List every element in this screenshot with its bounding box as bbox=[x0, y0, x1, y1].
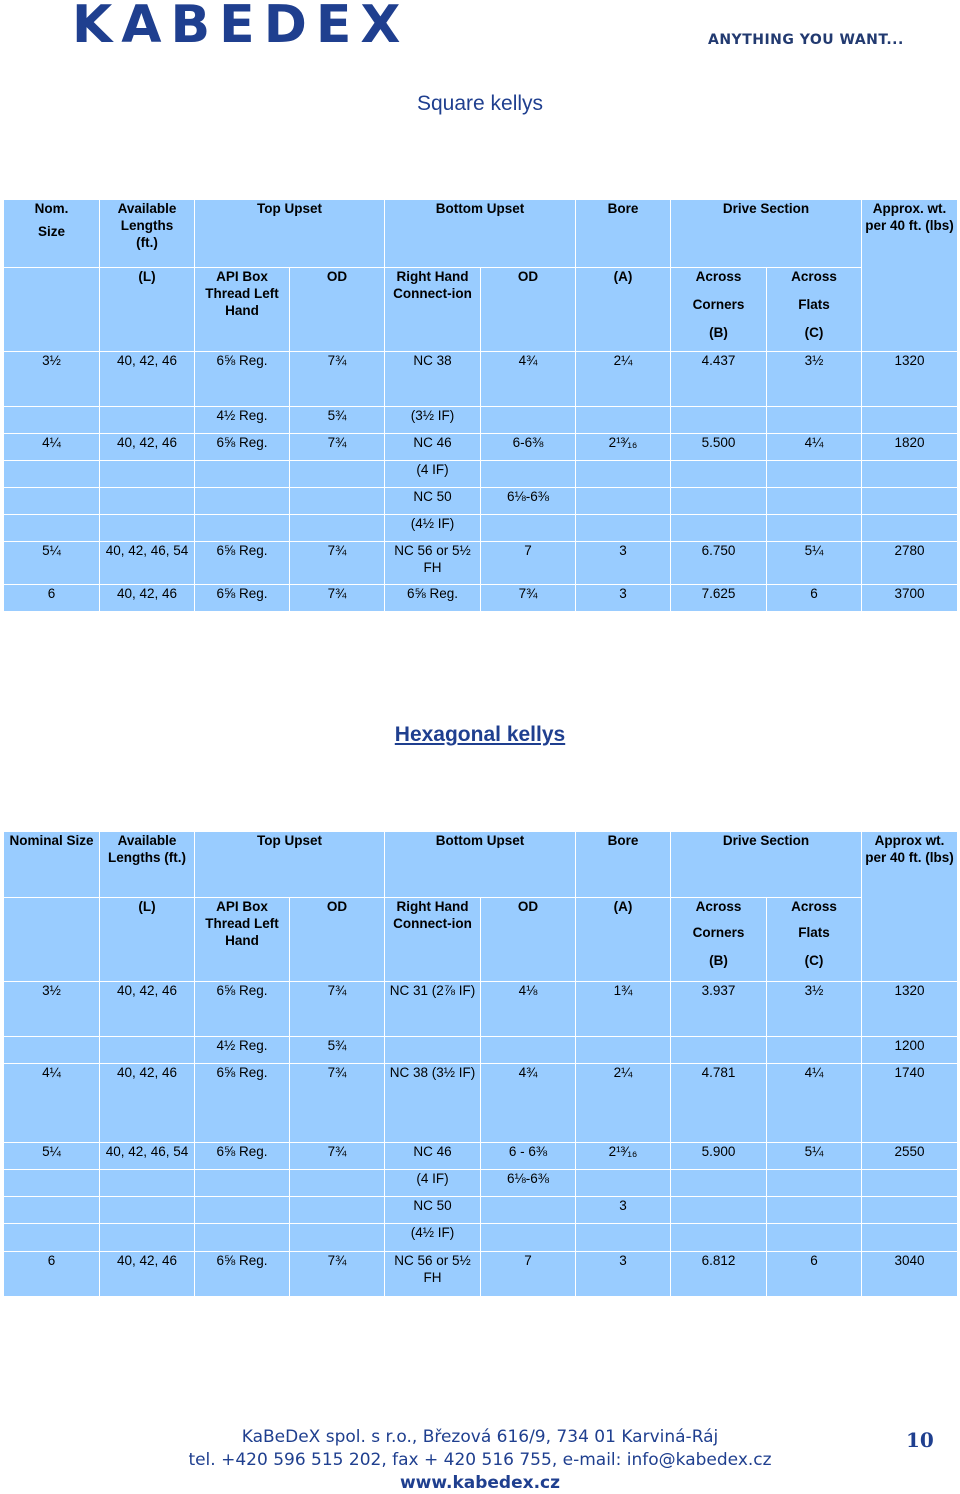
table-cell bbox=[767, 461, 862, 488]
table-cell: NC 38 (3½ IF) bbox=[385, 1064, 481, 1143]
table-cell: 6⅝ Reg. bbox=[195, 542, 290, 585]
table-cell: 4¼ bbox=[4, 1064, 100, 1143]
table-cell bbox=[4, 461, 100, 488]
table-cell: 7 bbox=[481, 542, 576, 585]
table-cell bbox=[481, 1197, 576, 1224]
table-cell bbox=[100, 461, 195, 488]
table-cell: 4½ Reg. bbox=[195, 1037, 290, 1064]
table-cell: 6 bbox=[767, 1252, 862, 1297]
table-cell: 7 bbox=[481, 1252, 576, 1297]
table-cell: 5¼ bbox=[767, 542, 862, 585]
table-cell: 6⅝ Reg. bbox=[195, 585, 290, 612]
col-l: (L) bbox=[100, 268, 195, 352]
table-cell: 6⅝ Reg. bbox=[195, 352, 290, 407]
table-cell bbox=[862, 1170, 958, 1197]
table-cell: NC 56 or 5½ FH bbox=[385, 1252, 481, 1297]
col-bore: Bore bbox=[576, 200, 671, 268]
table-cell bbox=[671, 1170, 767, 1197]
table-cell: 4¾ bbox=[481, 352, 576, 407]
table-cell bbox=[4, 488, 100, 515]
table-cell: 2¹³⁄₁₆ bbox=[576, 434, 671, 461]
col-bottom-upset: Bottom Upset bbox=[385, 832, 576, 898]
col-top-od: OD bbox=[290, 898, 385, 982]
table-cell: 4¼ bbox=[4, 434, 100, 461]
col-bottom-od: OD bbox=[481, 898, 576, 982]
square-kellys-table bbox=[3, 199, 958, 612]
col-blank bbox=[4, 268, 100, 352]
table-cell: 6.750 bbox=[671, 542, 767, 585]
table-cell bbox=[481, 461, 576, 488]
col-api-box: API Box Thread Left Hand bbox=[195, 898, 290, 982]
table-cell bbox=[767, 1197, 862, 1224]
table-cell: 7¾ bbox=[290, 434, 385, 461]
table-cell bbox=[290, 1170, 385, 1197]
table-cell bbox=[481, 515, 576, 542]
col-available-lengths: Available Lengths (ft.) bbox=[100, 832, 195, 898]
table-cell bbox=[862, 488, 958, 515]
table-cell: 40, 42, 46 bbox=[100, 1252, 195, 1297]
table-cell: NC 50 bbox=[385, 488, 481, 515]
table-cell bbox=[290, 1197, 385, 1224]
table-cell bbox=[767, 1037, 862, 1064]
table-cell bbox=[862, 1224, 958, 1252]
col-available-lengths: Available Lengths (ft.) bbox=[100, 200, 195, 268]
table-row bbox=[4, 1064, 958, 1143]
table-cell: 5¾ bbox=[290, 1037, 385, 1064]
table-cell: 5¼ bbox=[4, 542, 100, 585]
table-cell: 6.812 bbox=[671, 1252, 767, 1297]
col-across-corners: Across Corners (B) bbox=[671, 268, 767, 352]
col-l: (L) bbox=[100, 898, 195, 982]
table-cell: 3040 bbox=[862, 1252, 958, 1297]
table-cell bbox=[100, 1224, 195, 1252]
table-cell: 7¾ bbox=[290, 542, 385, 585]
table-cell bbox=[290, 461, 385, 488]
table-cell: (4½ IF) bbox=[385, 1224, 481, 1252]
table-cell bbox=[100, 1037, 195, 1064]
table-cell: 40, 42, 46 bbox=[100, 434, 195, 461]
table-cell bbox=[290, 488, 385, 515]
col-bottom-od: OD bbox=[481, 268, 576, 352]
table-cell bbox=[290, 1224, 385, 1252]
table-cell: NC 38 bbox=[385, 352, 481, 407]
table-cell: 5.900 bbox=[671, 1143, 767, 1170]
table-cell: NC 31 (2⅞ IF) bbox=[385, 982, 481, 1037]
table-cell bbox=[4, 1037, 100, 1064]
table-cell: 6⅛-6⅜ bbox=[481, 488, 576, 515]
table-cell bbox=[195, 515, 290, 542]
table-cell bbox=[100, 407, 195, 434]
table-cell bbox=[100, 1197, 195, 1224]
table-cell: 3½ bbox=[767, 352, 862, 407]
col-bore: Bore bbox=[576, 832, 671, 898]
col-api-box: API Box Thread Left Hand bbox=[195, 268, 290, 352]
table-cell bbox=[671, 1037, 767, 1064]
table-cell: 3.937 bbox=[671, 982, 767, 1037]
table-cell: 4.437 bbox=[671, 352, 767, 407]
table-cell: 2¼ bbox=[576, 352, 671, 407]
table-cell: 6-6⅜ bbox=[481, 434, 576, 461]
table-cell bbox=[767, 488, 862, 515]
table-cell bbox=[4, 1224, 100, 1252]
table-cell bbox=[195, 1197, 290, 1224]
table-cell bbox=[100, 1170, 195, 1197]
col-top-upset: Top Upset bbox=[195, 832, 385, 898]
table-cell: 7¾ bbox=[290, 585, 385, 612]
table-cell bbox=[767, 407, 862, 434]
col-across-flats: Across Flats (C) bbox=[767, 268, 862, 352]
col-right-hand: Right Hand Connect-ion bbox=[385, 898, 481, 982]
table-cell: 40, 42, 46, 54 bbox=[100, 1143, 195, 1170]
table-cell: 7¾ bbox=[481, 585, 576, 612]
table-cell bbox=[576, 1170, 671, 1197]
table-cell: 5¼ bbox=[4, 1143, 100, 1170]
table-row bbox=[4, 515, 958, 542]
table-cell: 1200 bbox=[862, 1037, 958, 1064]
footer-address: KaBeDeX spol. s r.o., Březová 616/9, 734 01 Karviná-Ráj bbox=[241, 1427, 719, 1447]
table-cell: 4¾ bbox=[481, 1064, 576, 1143]
footer-contact: tel. +420 596 515 202, fax + 420 516 755, e-mail: info@kabedex.cz bbox=[188, 1450, 772, 1470]
table-cell: 2780 bbox=[862, 542, 958, 585]
table-cell bbox=[385, 1037, 481, 1064]
table-cell: 5.500 bbox=[671, 434, 767, 461]
table-cell bbox=[290, 515, 385, 542]
table-cell: 40, 42, 46 bbox=[100, 585, 195, 612]
table-cell: 1¾ bbox=[576, 982, 671, 1037]
hexagonal-kellys-table bbox=[3, 831, 958, 1297]
table-cell bbox=[576, 488, 671, 515]
table-cell: 4¼ bbox=[767, 1064, 862, 1143]
table-cell bbox=[671, 1197, 767, 1224]
table-cell: 2550 bbox=[862, 1143, 958, 1170]
table-cell: 1740 bbox=[862, 1064, 958, 1143]
table-cell bbox=[671, 515, 767, 542]
col-across-corners: Across Corners (B) bbox=[671, 898, 767, 982]
table-cell bbox=[767, 515, 862, 542]
table-cell bbox=[481, 407, 576, 434]
table-cell: 2¹³⁄₁₆ bbox=[576, 1143, 671, 1170]
table-cell: 6 bbox=[767, 585, 862, 612]
col-nominal-size: Nominal Size bbox=[4, 832, 100, 898]
table-cell: 6 bbox=[4, 585, 100, 612]
table-cell: 7¾ bbox=[290, 1064, 385, 1143]
table-cell: 5¼ bbox=[767, 1143, 862, 1170]
table-cell bbox=[576, 1224, 671, 1252]
table-cell: (4 IF) bbox=[385, 461, 481, 488]
table-cell: 3½ bbox=[4, 352, 100, 407]
table-cell bbox=[576, 407, 671, 434]
table-cell bbox=[862, 515, 958, 542]
table-cell bbox=[671, 407, 767, 434]
table-cell bbox=[4, 1197, 100, 1224]
table-cell bbox=[862, 461, 958, 488]
footer-website[interactable]: www.kabedex.cz bbox=[399, 1473, 561, 1493]
table-cell: 1320 bbox=[862, 352, 958, 407]
table-row bbox=[4, 1037, 958, 1064]
table-cell: 7¾ bbox=[290, 982, 385, 1037]
table-row bbox=[4, 542, 958, 585]
table-row bbox=[4, 407, 958, 434]
table-cell: 6⅛-6⅜ bbox=[481, 1170, 576, 1197]
table-cell bbox=[481, 1037, 576, 1064]
table-cell bbox=[576, 515, 671, 542]
table-cell: 40, 42, 46, 54 bbox=[100, 542, 195, 585]
table-cell: 6 bbox=[4, 1252, 100, 1297]
table-cell bbox=[4, 515, 100, 542]
table-cell: 2¼ bbox=[576, 1064, 671, 1143]
table-cell: 6⅝ Reg. bbox=[195, 1252, 290, 1297]
col-drive-section: Drive Section bbox=[671, 200, 862, 268]
table-row bbox=[4, 461, 958, 488]
table-row bbox=[4, 1252, 958, 1297]
table-cell bbox=[195, 1224, 290, 1252]
table-cell: 3 bbox=[576, 542, 671, 585]
table-cell: 6⅝ Reg. bbox=[385, 585, 481, 612]
table-cell: 3 bbox=[576, 1197, 671, 1224]
table-cell bbox=[862, 407, 958, 434]
table-cell bbox=[195, 1170, 290, 1197]
col-across-flats: Across Flats (C) bbox=[767, 898, 862, 982]
col-a: (A) bbox=[576, 898, 671, 982]
table-cell: 4½ Reg. bbox=[195, 407, 290, 434]
table-cell bbox=[100, 488, 195, 515]
slogan: ANYTHING YOU WANT... bbox=[708, 32, 904, 48]
col-nom: Nom. Size bbox=[4, 200, 100, 268]
table-cell bbox=[4, 1170, 100, 1197]
table-row bbox=[4, 488, 958, 515]
table-cell: 6 - 6⅜ bbox=[481, 1143, 576, 1170]
table-cell: 4¼ bbox=[767, 434, 862, 461]
table-cell: 40, 42, 46 bbox=[100, 352, 195, 407]
table-cell: 3½ bbox=[4, 982, 100, 1037]
col-blank bbox=[4, 898, 100, 982]
table-row bbox=[4, 982, 958, 1037]
table-cell bbox=[671, 1224, 767, 1252]
col-top-od: OD bbox=[290, 268, 385, 352]
table-cell: NC 46 bbox=[385, 1143, 481, 1170]
table-row bbox=[4, 1170, 958, 1197]
table-cell bbox=[100, 515, 195, 542]
table-cell bbox=[195, 488, 290, 515]
kabedex-logo: KABEDEX bbox=[72, 0, 410, 55]
table-cell: 3 bbox=[576, 585, 671, 612]
table-row bbox=[4, 585, 958, 612]
col-approx-wt: Approx wt. per 40 ft. (lbs) bbox=[862, 832, 958, 982]
table-cell: 7¾ bbox=[290, 1143, 385, 1170]
table-cell bbox=[862, 1197, 958, 1224]
table-cell: 1320 bbox=[862, 982, 958, 1037]
col-a: (A) bbox=[576, 268, 671, 352]
table-row bbox=[4, 1224, 958, 1252]
table-cell: (4 IF) bbox=[385, 1170, 481, 1197]
table-cell: 3 bbox=[576, 1252, 671, 1297]
table-cell bbox=[767, 1224, 862, 1252]
table-cell: 5¾ bbox=[290, 407, 385, 434]
table-cell bbox=[767, 1170, 862, 1197]
table-row bbox=[4, 352, 958, 407]
table-cell: 4.781 bbox=[671, 1064, 767, 1143]
table-cell bbox=[481, 1224, 576, 1252]
table-cell: 40, 42, 46 bbox=[100, 1064, 195, 1143]
table-cell: NC 46 bbox=[385, 434, 481, 461]
square-kellys-title: Square kellys bbox=[416, 92, 544, 115]
table-cell bbox=[671, 488, 767, 515]
table-cell: (3½ IF) bbox=[385, 407, 481, 434]
table-row bbox=[4, 434, 958, 461]
table-cell bbox=[671, 461, 767, 488]
col-drive-section: Drive Section bbox=[671, 832, 862, 898]
table-cell bbox=[576, 1037, 671, 1064]
table-cell: 3700 bbox=[862, 585, 958, 612]
col-right-hand: Right Hand Connect-ion bbox=[385, 268, 481, 352]
table-cell bbox=[576, 461, 671, 488]
table-cell: NC 56 or 5½ FH bbox=[385, 542, 481, 585]
table-cell bbox=[4, 407, 100, 434]
table-cell: 7¾ bbox=[290, 352, 385, 407]
table-cell: 1820 bbox=[862, 434, 958, 461]
page-number: 10 bbox=[906, 1428, 934, 1452]
table-cell: 7.625 bbox=[671, 585, 767, 612]
col-bottom-upset: Bottom Upset bbox=[385, 200, 576, 268]
table-cell: 6⅝ Reg. bbox=[195, 1143, 290, 1170]
table-row bbox=[4, 1143, 958, 1170]
hexagonal-kellys-title: Hexagonal kellys bbox=[394, 723, 566, 746]
table-cell: 3½ bbox=[767, 982, 862, 1037]
table-cell: 6⅝ Reg. bbox=[195, 1064, 290, 1143]
table-cell: NC 50 bbox=[385, 1197, 481, 1224]
table-cell: 40, 42, 46 bbox=[100, 982, 195, 1037]
table-cell: 6⅝ Reg. bbox=[195, 434, 290, 461]
table-cell: 6⅝ Reg. bbox=[195, 982, 290, 1037]
table-row bbox=[4, 1197, 958, 1224]
col-approx-wt: Approx. wt. per 40 ft. (lbs) bbox=[862, 200, 958, 352]
col-top-upset: Top Upset bbox=[195, 200, 385, 268]
table-cell bbox=[195, 461, 290, 488]
table-cell: (4½ IF) bbox=[385, 515, 481, 542]
table-cell: 4⅛ bbox=[481, 982, 576, 1037]
table-cell: 7¾ bbox=[290, 1252, 385, 1297]
